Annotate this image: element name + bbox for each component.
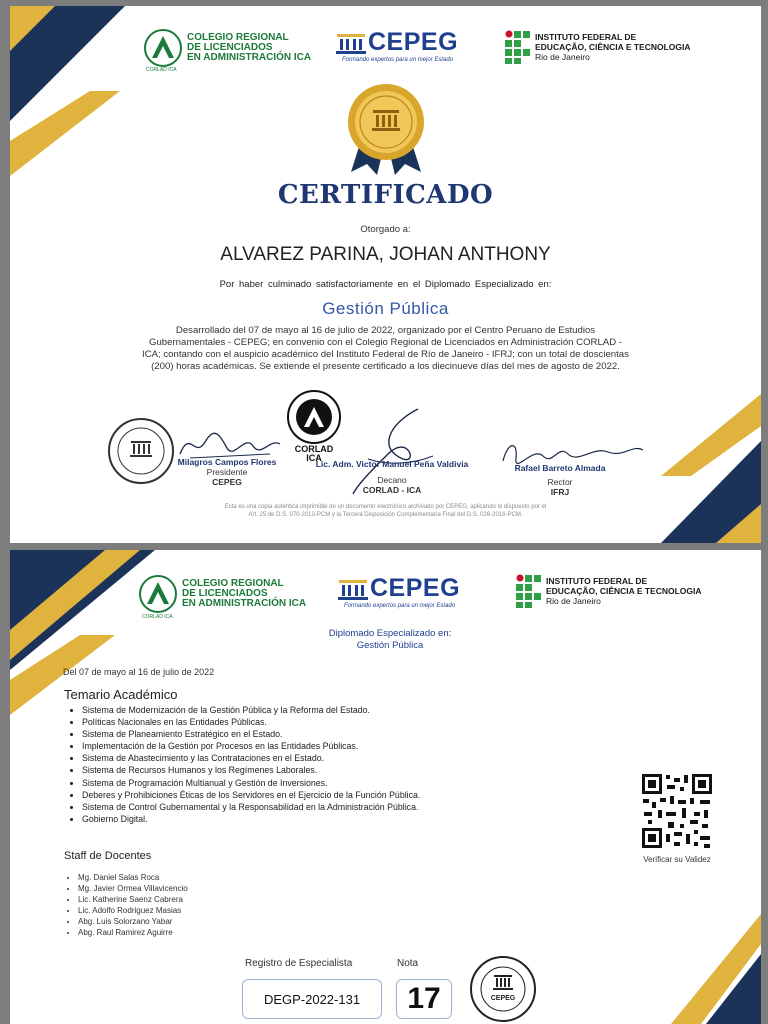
footnote-line-1: Esta es una copia auténtica imprimible de un documento electrónico archivado por CEPEG, aplicando lo dispuesto por el	[224, 504, 547, 510]
staff-item: • Abg. Raul Ramirez Aguirre	[78, 927, 298, 938]
signer-role-1: Presidente	[206, 467, 248, 477]
academic-seal-icon	[469, 955, 537, 1023]
awarded-to-label: Otorgado a:	[360, 224, 411, 235]
corlad-stamp-icon	[286, 389, 342, 445]
topic-item: • Sistema de Recursos Humanos y los Regímenes Laborales.	[82, 764, 492, 776]
signature-block-rector	[500, 463, 620, 497]
topic-item: • Sistema de Programación Multianual y Gestión de Inversiones.	[82, 777, 492, 789]
course-dates: Del 07 de mayo al 16 de julio de 2022	[63, 667, 215, 677]
signature-block-president	[162, 457, 292, 487]
footnote-line-2: Art. 25 de D.S. 070-2013-PCM y la Tercera Disposición Complementaria Final del D.S. 026-2016-PCM.	[248, 512, 523, 518]
topic-item: • Implementación de la Gestión por Procesos en las Entidades Públicas.	[82, 740, 492, 752]
recipient-name: ALVAREZ PARINA, JOHAN ANTHONY	[220, 244, 551, 265]
corlad-name-line1: COLEGIO REGIONAL	[187, 32, 289, 43]
signer-role-3: Rector	[547, 477, 573, 487]
staff-title: Staff de Docentes	[64, 850, 152, 862]
signer-role-2: Decano	[377, 475, 407, 485]
topic-list	[72, 704, 492, 825]
signer-org-3: IFRJ	[550, 487, 570, 497]
ifrj-name-line1-2: INSTITUTO FEDERAL DE	[546, 576, 648, 586]
cepeg-tagline: Formando expertos para un mejor Estado	[342, 57, 454, 63]
qr-code-icon[interactable]	[640, 772, 714, 850]
cepeg-logo	[334, 28, 458, 63]
bottom-right-decoration-2	[671, 894, 761, 1024]
corlad-stamp-text: CORLAD	[294, 444, 334, 454]
staff-item: • Lic. Adolfo Rodriguez Masias	[78, 905, 298, 916]
nota-label: Nota	[397, 958, 419, 969]
syllabus-page	[10, 550, 761, 1024]
topic-item: • Sistema de Planeamiento Estratégico en el Estado.	[82, 728, 492, 740]
topic-item: • Deberes y Prohibiciones Éticas de los Servidores en el Ejercicio de la Función Pública.	[82, 789, 492, 801]
description-line-4: (200) horas académicas. Se extiende el presente certificado a los diecinueve días del mes de agosto de 2022.	[151, 361, 620, 372]
ifrj-name-line2: EDUCAÇÃO, CIÊNCIA E TECNOLOGIA	[535, 42, 691, 52]
corlad-name-line3: EN ADMINISTRACIÓN ICA	[187, 52, 312, 63]
course-name: Gestión Pública	[322, 299, 449, 318]
corlad-logo-2	[138, 574, 306, 614]
corlad-stamp-sub: ICA	[306, 453, 322, 463]
qr-verify-label: Verificar su Validez	[643, 855, 711, 864]
signer-name-2: Lic. Adm. Victor Manuel Peña Valdivia	[315, 459, 469, 469]
ifrj-logo	[505, 30, 691, 64]
description-line-1: Desarrollado del 07 de mayo al 16 de julio de 2022, organizado por el Centro Peruano de Estudios	[175, 325, 596, 336]
signer-org-2: CORLAD - ICA	[362, 485, 422, 495]
certificate-description	[10, 325, 761, 373]
registro-label: Registro de Especialista	[245, 958, 353, 969]
cepeg-name: CEPEG	[368, 28, 459, 56]
cepeg-name-2: CEPEG	[370, 574, 461, 602]
registro-value: DEGP-2022-131	[263, 991, 361, 1007]
legal-footnote	[10, 503, 761, 519]
corlad-emblem-icon	[143, 28, 183, 68]
ifrj-name-line1: INSTITUTO FEDERAL DE	[535, 32, 637, 42]
ifrj-grid-icon	[505, 30, 531, 64]
signature-block-dean	[300, 459, 484, 495]
staff-item: • Mg. Javier Ormea Villavicencio	[78, 883, 298, 894]
description-line-2: Gubernamentales - CEPEG; en convenio con el Colegio Regional de Licenciados en Administración CORLAD -	[148, 337, 622, 348]
gold-medal-icon	[341, 82, 431, 176]
ifrj-grid-icon-2	[516, 574, 542, 608]
corlad-sub-2: CORLAD ICA	[142, 614, 173, 620]
staff-item: • Lic. Katherine Saenz Cabrera	[78, 894, 298, 905]
ifrj-sub: Rio de Janeiro	[535, 52, 590, 62]
completion-reason: Por haber culminado satisfactoriamente en el Diplomado Especializado en:	[219, 279, 552, 290]
signer-name-3: Rafael Barreto Almada	[514, 463, 606, 473]
topic-item: • Sistema de Modernización de la Gestión Pública y la Reforma del Estado.	[82, 704, 492, 716]
corlad-logo	[143, 28, 311, 68]
cepeg-columns-icon	[334, 30, 368, 56]
signer-name-1: Milagros Campos Flores	[177, 457, 277, 467]
topic-item: • Sistema de Abastecimiento y las Contrataciones en el Estado.	[82, 752, 492, 764]
logo-row-2	[10, 574, 761, 634]
registro-value-box	[242, 979, 382, 1019]
temario-title: Temario Académico	[64, 687, 178, 702]
ifrj-sub-2: Rio de Janeiro	[546, 596, 601, 606]
cepeg-logo-2	[336, 574, 460, 609]
logo-row	[10, 26, 761, 86]
staff-list	[78, 872, 298, 938]
cepeg-columns-icon-2	[336, 576, 370, 602]
academic-seal-text: CEPEG	[490, 995, 516, 1002]
topic-item: • Sistema de Control Gubernamental y la Responsabilidad en la Administración Pública.	[82, 801, 492, 813]
corlad-name-line2: DE LICENCIADOS	[187, 42, 273, 53]
corlad-name-line1-2: COLEGIO REGIONAL	[182, 578, 284, 589]
description-line-3: ICA; contando con el auspicio académico del Instituto Federal de Río de Janeiro - IFRJ; con un total de doscientas	[142, 349, 629, 360]
staff-item: • Mg. Daniel Salas Roca	[78, 872, 298, 883]
signer-org-1: CEPEG	[212, 477, 242, 487]
nota-value: 17	[407, 982, 441, 1015]
ifrj-name-line2-2: EDUCAÇÃO, CIÊNCIA E TECNOLOGIA	[546, 586, 702, 596]
diploma-header-line1: Diplomado Especializado en:	[328, 628, 452, 639]
cepeg-tagline-2: Formando expertos para un mejor Estado	[344, 603, 456, 609]
diploma-header-line2: Gestión Pública	[356, 640, 424, 651]
corlad-emblem-icon-2	[138, 574, 178, 614]
diploma-header	[300, 628, 480, 652]
certificate-title: CERTIFICADO	[277, 180, 494, 210]
corlad-name-line2-2: DE LICENCIADOS	[182, 588, 268, 599]
staff-item: • Abg. Luis Solorzano Yabar	[78, 916, 298, 927]
topic-item: • Políticas Nacionales en las Entidades Públicas.	[82, 716, 492, 728]
corlad-name-line3-2: EN ADMINISTRACIÓN ICA	[182, 598, 307, 609]
topic-item: • Gobierno Digital.	[82, 813, 492, 825]
corlad-sub: CORLAD ICA	[146, 67, 177, 73]
certificate-page	[10, 6, 761, 543]
ifrj-logo-2	[516, 574, 702, 608]
nota-value-box	[396, 979, 452, 1019]
